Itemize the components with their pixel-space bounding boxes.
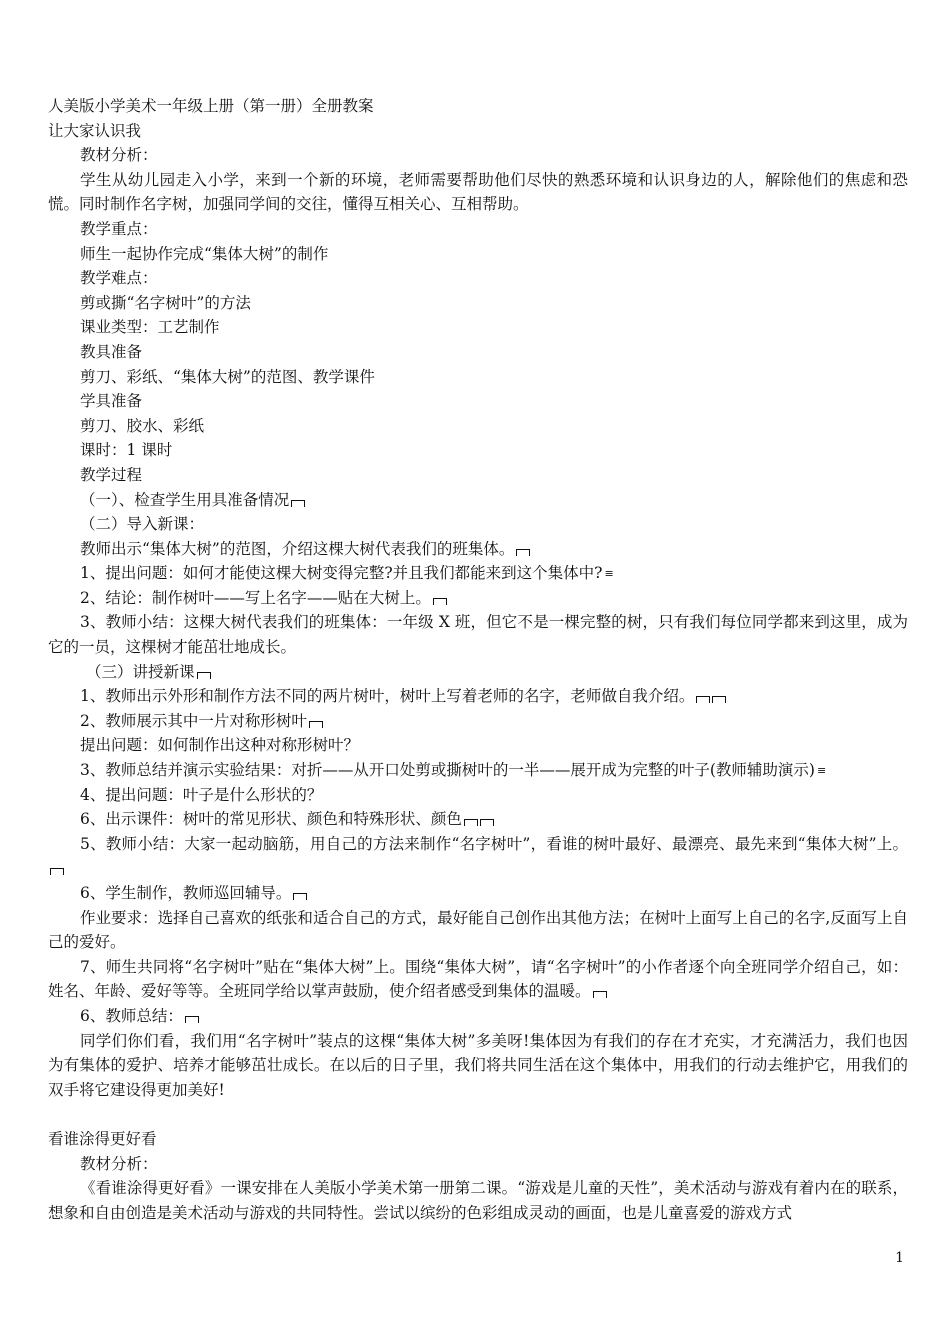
step-3-item-7	[48, 955, 908, 1004]
return-mark-icon	[291, 500, 305, 507]
teacher-summary-label-text: 6、教师总结：	[80, 1006, 183, 1025]
equals-mark-icon: ≡	[816, 764, 827, 778]
lesson-1-heading: 让大家认识我	[48, 121, 142, 140]
lesson-2-analysis-label: 教材分析：	[80, 1154, 158, 1173]
step-3-item-6b-text: 6、学生制作，教师巡回辅导。	[80, 884, 292, 902]
difficulty-text: 剪或撕“名字树叶”的方法	[80, 293, 251, 312]
step-3-item-5-text: 5、教师小结：大家一起动脑筋，用自己的方法来制作“名字树叶”，看谁的树叶最好、最漂亮、最先来到“集体大树”上。	[80, 834, 908, 853]
student-tools-text: 剪刀、胶水、彩纸	[80, 416, 205, 435]
blank-line	[48, 1102, 908, 1127]
analysis-text: 学生从幼儿园走入小学，来到一个新的环境，老师需要帮助他们尽快的熟悉环境和认识身边的人，解除他们的焦虑和恐慌。同时制作名字树，加强同学间的交往，懂得互相关心、互相帮助。	[48, 170, 908, 214]
step-3-item-6-text: 6、出示课件：树叶的常见形状、颜色和特殊形状、颜色	[80, 810, 462, 829]
step-3-item-4: 4、提出问题：叶子是什么形状的？	[80, 785, 323, 804]
return-mark-icon	[433, 598, 447, 605]
page-number: 1	[895, 1250, 904, 1266]
teacher-summary-text: 同学们你们看，我们用“名字树叶”装点的这棵“集体大树”多美呀!集体因为有我们的存在才充实，才充满活力，我们也因为有集体的爱护、培养才能够茁壮成长。在以后的日子里，我们将共同生活在这个集体中，用我们的行动去维护它，用我们的双手将它建设得更加美好!	[48, 1031, 908, 1099]
focus-label: 教学重点：	[80, 219, 158, 238]
document-page	[48, 94, 908, 1225]
step-3-text: （三）讲授新课	[86, 662, 195, 681]
tools-label: 教具准备	[80, 342, 143, 361]
lesson-2-analysis-text: 《看谁涂得更好看》一课安排在人美版小学美术第一册第二课。“游戏是儿童的天性”，美术活动与游戏有着内在的联系，想象和自由创造是美术活动与游戏的共同特性。尝试以缤纷的色彩组成灵动的画面，也是儿童喜爱的游戏方式	[48, 1179, 908, 1222]
step-3-item-6b	[48, 881, 908, 906]
student-tools-label: 学具准备	[80, 392, 143, 411]
step-2-intro	[48, 537, 908, 562]
step-2-item-1	[48, 561, 908, 586]
step-3-item-1-text: 1、教师出示外形和制作方法不同的两片树叶，树叶上写着老师的名字，老师做自我介绍。	[80, 687, 695, 706]
class-hours: 课时：1 课时	[80, 441, 173, 460]
step-3-item-2-text: 2、教师展示其中一片对称形树叶	[80, 711, 307, 730]
analysis-label: 教材分析：	[80, 146, 158, 165]
return-mark-icon	[50, 868, 64, 875]
step-2-intro-text: 教师出示“集体大树”的范图，介绍这棵大树代表我们的班集体。	[80, 539, 515, 558]
step-2-item-3: 3、教师小结：这棵大树代表我们的班集体：一年级 X 班，但它不是一棵完整的树，只有我们每位同学都来到这里，成为它的一员，这棵树才能茁壮地成长。	[48, 613, 908, 657]
equals-mark-icon: ≡	[604, 567, 614, 581]
step-3-heading	[48, 660, 908, 685]
return-mark-icon	[185, 1016, 199, 1023]
step-3-item-3	[48, 758, 908, 783]
step-3-item-2	[48, 709, 908, 734]
step-2-item-2	[48, 586, 908, 611]
step-2-item-1-text: 1、提出问题：如何才能使这棵大树变得完整?并且我们都能来到这个集体中?	[80, 564, 603, 583]
step-3-item-5	[48, 832, 908, 881]
step-3-item-1	[48, 684, 908, 709]
step-2-heading: （二）导入新课：	[80, 515, 205, 534]
document-title: 人美版小学美术一年级上册（第一册）全册教案	[48, 97, 374, 115]
step-3-item-6	[48, 807, 908, 832]
step-3-item-7-text: 7、师生共同将“名字树叶”贴在“集体大树”上。围绕“集体大树”，请“名字树叶”的小作者逐个向全班同学介绍自己，如：姓名、年龄、爱好等等。全班同学给以掌声鼓励，使介绍者感受到集体的温暖。	[48, 957, 908, 1001]
return-mark-icon	[480, 819, 494, 826]
lesson-type: 课业类型：工艺制作	[80, 318, 220, 337]
return-mark-icon	[464, 819, 478, 826]
return-mark-icon	[309, 721, 323, 728]
homework-requirement: 作业要求：选择自己喜欢的纸张和适合自己的方式，最好能自己创作出其他方法；在树叶上面写上自己的名字,反面写上自己的爱好。	[48, 908, 908, 952]
step-1-text: （一）、检查学生用具准备情况	[80, 490, 290, 509]
return-mark-icon	[516, 549, 530, 556]
return-mark-icon	[712, 696, 726, 703]
focus-text: 师生一起协作完成“集体大树”的制作	[80, 244, 329, 263]
lesson-2-heading: 看谁涂得更好看	[48, 1129, 157, 1148]
process-label: 教学过程	[80, 465, 143, 484]
return-mark-icon	[593, 991, 607, 998]
step-3-item-3-text: 3、教师总结并演示实验结果：对折——从开口处剪或撕树叶的一半——展开成为完整的叶子(教师辅助演示)	[80, 761, 815, 780]
teacher-summary-label	[48, 1004, 908, 1029]
step-2-item-2-text: 2、结论：制作树叶——写上名字——贴在大树上。	[80, 588, 431, 607]
step-1-heading	[48, 488, 908, 513]
return-mark-icon	[197, 672, 211, 679]
return-mark-icon	[696, 696, 710, 703]
tools-text: 剪刀、彩纸、“集体大树”的范图、教学课件	[80, 367, 375, 386]
return-mark-icon	[293, 893, 307, 900]
step-3-question: 提出问题：如何制作出这种对称形树叶？	[80, 736, 360, 755]
difficulty-label: 教学难点：	[80, 269, 158, 288]
